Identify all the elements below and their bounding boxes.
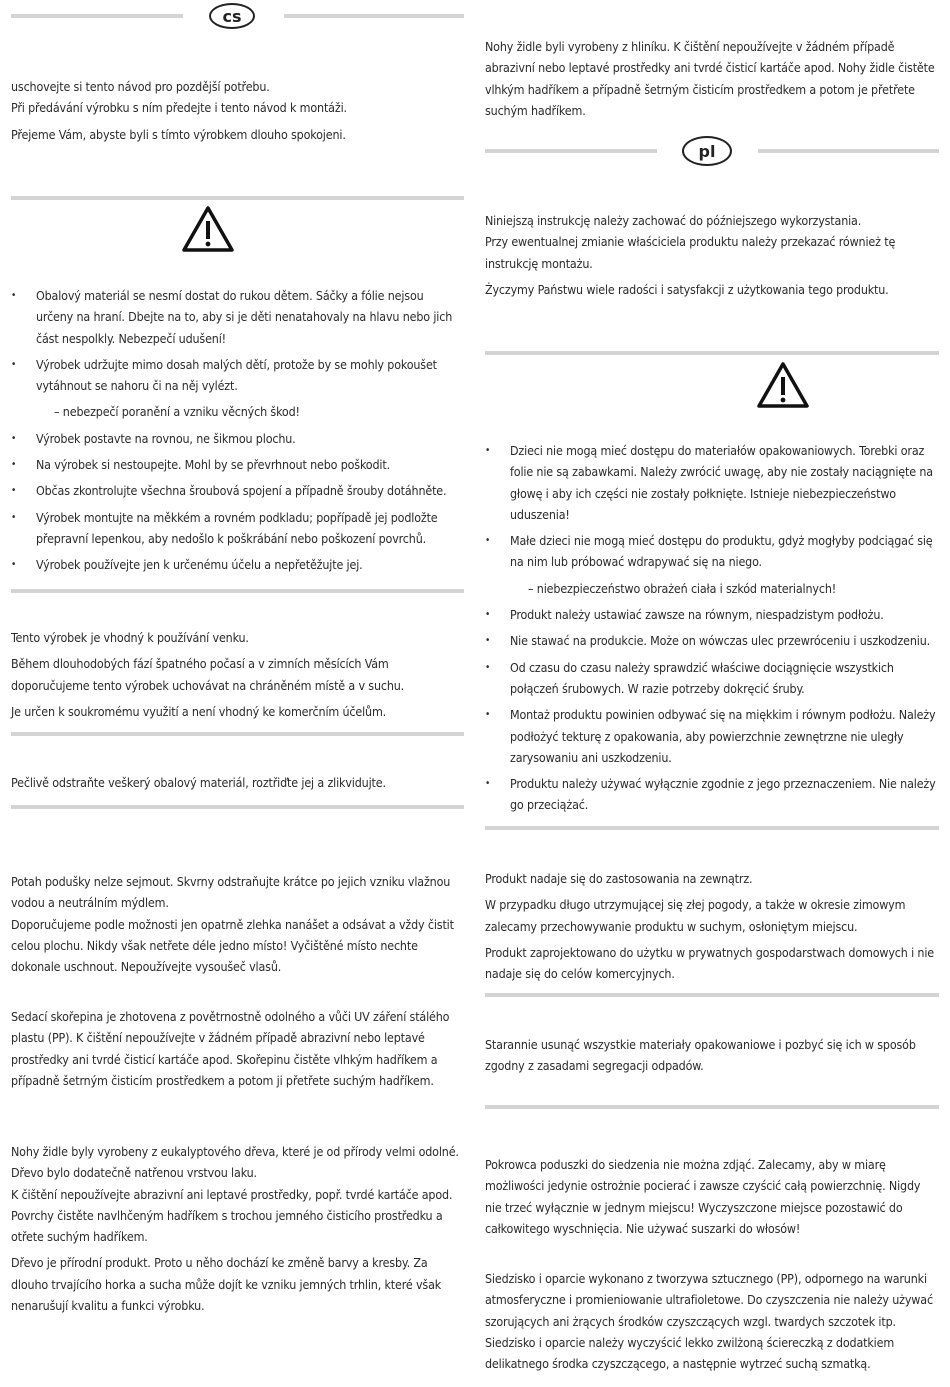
- pl-disposal-text: Starannie usunąć wszystkie materiały opakowaniowe i pozbyć się ich w sposób zgodny z zasadami segregacji odpadów.: [485, 1037, 916, 1074]
- pl-intro-line: Niniejszą instrukcję należy zachować do późniejszego wykorzystania.: [485, 213, 862, 228]
- cs-use-line: Během dlouhodobých fází špatného počasí a v zimních měsících Vám doporučujeme tento výrobek uchovávat na chráněném místě a v suchu.: [11, 656, 405, 693]
- pl-shell-text: Siedzisko i oparcie wykonano z tworzywa sztucznego (PP), odpornego na warunki atmosferyczne i promieniowanie ultrafioletowe. Do czyszczenia nie należy używać szorujących ani żrących środków czyszczących wzgl. twardych szczotek itp. Siedzisko i oparcie należy wyczyścić lekko zwilżoną ściereczką z dodatkiem delikatnego środka czyszczącego, a następnie wytrzeć suchą szmatką.: [485, 1271, 933, 1372]
- cs-cushion-line: Potah podušky nelze sejmout. Skvrny odstraňujte krátce po jejich vzniku vlažnou vodou a neutrálním mýdlem.: [11, 874, 451, 911]
- cs-warning-item: • Výrobek postavte na rovnou, ne šikmou plochu.: [11, 428, 464, 449]
- cs-language-badge: cs: [209, 3, 255, 29]
- cs-disposal-rule: [11, 732, 464, 736]
- cs-disposal: [11, 772, 464, 793]
- cs-wood-care: [11, 1141, 464, 1316]
- pl-warning-item: • Małe dzieci nie mogą mieć dostępu do produktu, gdyż mogłyby podciągać się na nim lub próbować wdrapywać się na niego.: [485, 530, 939, 573]
- cs-intro-line: Přejeme Vám, abyste byli s tímto výrobkem dlouho spokojeni.: [11, 126, 346, 142]
- cs-use-rule: [11, 589, 464, 593]
- pl-warning-triangle-icon: [756, 361, 810, 409]
- cs-wood-line: Nohy židle byly vyrobeny z eukalyptového dřeva, které je od přírody velmi odolné. Dřevo bylo dodatečně natřenou vrstvou laku.: [11, 1144, 459, 1181]
- pl-warning-item: • Dzieci nie mogą mieć dostępu do materiałów opakowaniowych. Torebki oraz folie nie są zabawkami. Należy zwrócić uwagę, aby nie zostały naciągnięte na głowę i aby ich części nie zostały połknięte. Istnieje niebezpieczeństwo uduszenia!: [485, 440, 939, 525]
- pl-shell-care: [485, 1268, 939, 1374]
- pl-use-line: Produkt nadaje się do zastosowania na zewnątrz.: [485, 871, 753, 886]
- pl-cushion-care: [485, 1154, 939, 1239]
- cs-shell-text: Sedací skořepina je zhotovena z povětrnostně odolného a vůči UV záření stálého plastu (PP). K čištění nepoužívejte v žádném případě abrazivní nebo leptavé prostředky ani tvrdé čisticí kartáče apod. Skořepinu čistěte vlhkým hadříkem a případně šetrným čisticím prostředkem a potom ji přetřete suchým hadříkem.: [11, 1009, 450, 1088]
- cs-disposal-text: Pečlivě odstraňte veškerý obalový materiál, roztřiďte jej a zlikvidujte.: [11, 775, 386, 790]
- pl-intro-line: Przy ewentualnej zmianie właściciela produktu należy przekazać również tę instrukcję montażu.: [485, 234, 896, 271]
- pl-use-rule: [485, 826, 939, 830]
- pl-warning-item: • Nie stawać na produkcie. Może on wówczas ulec przewróceniu i uszkodzeniu.: [485, 630, 939, 651]
- pl-intro-line: Życzymy Państwu wiele radości i satysfakcji z użytkowania tego produktu.: [485, 281, 889, 297]
- cs-cushion-care: [11, 871, 464, 977]
- pl-use-line: Produkt zaprojektowano do użytku w prywatnych gospodarstwach domowych i nie nadaje się do celów komercyjnych.: [485, 944, 934, 982]
- pl-warning-item: • Produkt należy ustawiać zawsze na równym, niespadzistym podłożu.: [485, 604, 939, 625]
- cs-use: [11, 627, 464, 722]
- pl-language-badge: pl: [682, 136, 732, 166]
- cs-aluminium-care: [485, 36, 938, 121]
- cs-warning-item: • Na výrobek si nestoupejte. Mohl by se převrhnout nebo poškodit.: [11, 454, 464, 475]
- cs-wood-line: Dřevo je přírodní produkt. Proto u něho dochází ke změně barvy a kresby. Za dlouho trvajícího horka a sucha může dojít ke vzniku jemných trhlin, které však nenarušují kvalitu a funkci výrobku.: [11, 1255, 442, 1314]
- cs-intro-line: uschovejte si tento návod pro pozdější potřebu.: [11, 79, 270, 94]
- cs-use-line: Tento výrobek je vhodný k používání venku.: [11, 630, 249, 645]
- pl-warnings: [485, 440, 939, 821]
- pl-cushion-text: Pokrowca poduszki do siedzenia nie można zdjąć. Zalecamy, aby w miarę możliwości jedynie ostrożnie pocierać i zawsze czyścić całą powierzchnię. Nigdy nie trzeć wyłącznie w jednym miejscu! Wyczyszczone miejsce pozostawić do całkowitego wyschnięcia. Nie używać suszarki do włosów!: [485, 1157, 921, 1236]
- cs-warnings: [11, 285, 464, 581]
- cs-wood-line: K čištění nepoužívejte abrazivní ani leptavé prostředky, popř. tvrdé kartáče apod. Povrchy čistěte navlhčeným hadříkem s trochou jemného čisticího prostředku a otřete suchým hadříkem.: [11, 1186, 453, 1245]
- cs-aluminium-text: Nohy židle byli vyrobeny z hliníku. K čištění nepoužívejte v žádném případě abrazivní nebo leptavé prostředky ani tvrdé čisticí kartáče apod. Nohy židle čistěte vlhkým hadříkem a případně šetrným čisticím prostředkem a potom je přetřete suchým hadříkem.: [485, 39, 935, 118]
- cs-warning-triangle-icon: [181, 205, 235, 253]
- cs-warning-item: • Obalový materiál se nesmí dostat do rukou dětem. Sáčky a fólie nejsou určeny na hraní. Dbejte na to, aby si je děti nenatahovaly na hlavu nebo jich část nespolkly. Nebezpečí udušení!: [11, 285, 464, 349]
- cs-intro: [11, 76, 464, 145]
- pl-warning-item: • Od czasu do czasu należy sprawdzić właściwe dociągnięcie wszystkich połączeń śrubowych. W razie potrzeby dokręcić śruby.: [485, 657, 939, 700]
- pl-intro: [485, 210, 938, 300]
- pl-warnings-rule: [485, 351, 939, 355]
- pl-disposal-rule: [485, 993, 939, 997]
- pl-warning-item: • Montaż produktu powinien odbywać się na miękkim i równym podłożu. Należy podłożyć tekturę z opakowania, aby powierzchnie zewnętrzne nie uległy zarysowaniu ani uszkodzeniu.: [485, 704, 939, 768]
- pl-warning-item: • Produktu należy używać wyłącznie zgodnie z jego przeznaczeniem. Nie należy go przeciążać.: [485, 773, 939, 816]
- cs-care-rule: [11, 805, 464, 809]
- pl-use: [485, 868, 938, 984]
- cs-warning-item: • Výrobek montujte na měkkém a rovném podkladu; popřípadě jej podložte přepravní lepenkou, aby nedošlo k poškrábání nebo poškození povrchů.: [11, 507, 464, 550]
- cs-shell-care: [11, 1006, 464, 1091]
- cs-warning-item: • Výrobek používejte jen k určenému účelu a nepřetěžujte jej.: [11, 554, 464, 575]
- pl-warning-sub: – niebezpieczeństwo obrażeń ciała i szkód materialnych!: [528, 580, 837, 596]
- pl-header-rule-right: [758, 149, 939, 153]
- cs-header-rule-left: [11, 14, 183, 18]
- cs-header-rule-right: [284, 14, 464, 18]
- pl-care-rule: [485, 1105, 939, 1109]
- cs-warnings-rule: [11, 196, 464, 200]
- cs-warning-item: • Výrobek udržujte mimo dosah malých dětí, protože by se mohly pokoušet vytáhnout se nahoru či na něj vylézt.: [11, 354, 464, 397]
- cs-warning-item: • Občas zkontrolujte všechna šroubová spojení a případně šrouby dotáhněte.: [11, 480, 464, 501]
- pl-disposal: [485, 1034, 938, 1077]
- pl-use-line: W przypadku długo utrzymującej się złej pogody, a także w okresie zimowym zalecamy przechowywanie produktu w suchym, osłoniętym miejscu.: [485, 897, 906, 934]
- cs-cushion-line: Doporučujeme podle možnosti jen opatrně zlehka nanášet a odsávat a vždy čistit celou plochu. Nikdy však netřete déle jedno místo! Vyčištěné místo nechte dokonale uschnout. Nepoužívejte vysoušeč vlasů.: [11, 916, 454, 975]
- pl-header-rule-left: [485, 149, 657, 153]
- cs-intro-line: Při předávání výrobku s ním předejte i tento návod k montáži.: [11, 100, 347, 116]
- cs-warning-sub: – nebezpečí poranění a vzniku věcných škod!: [54, 404, 300, 420]
- cs-use-line: Je určen k soukromému využití a není vhodný ke komerčním účelům.: [11, 703, 387, 719]
